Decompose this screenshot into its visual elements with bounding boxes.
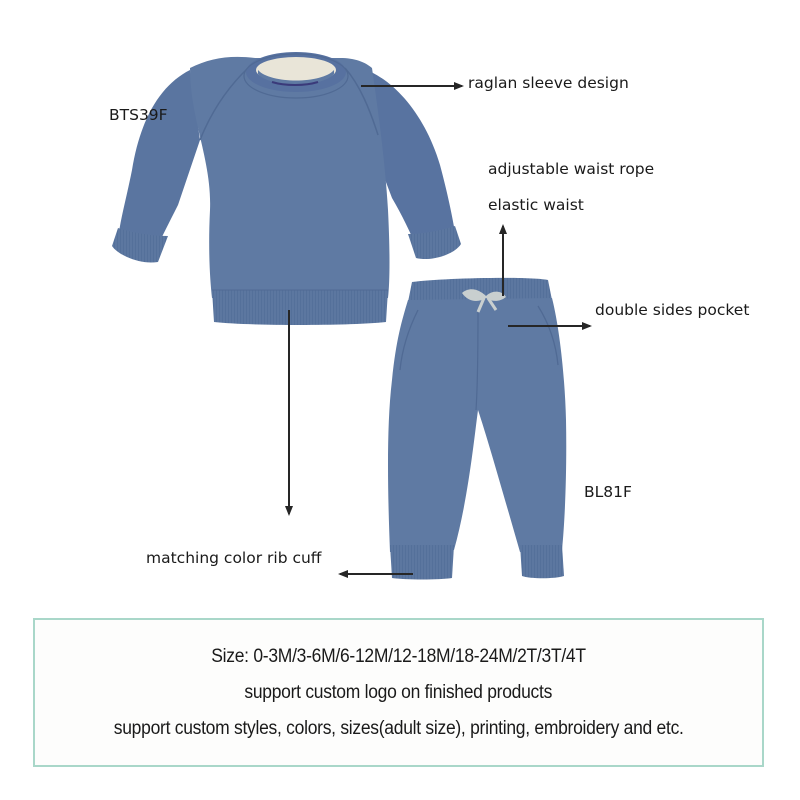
bottom-product-code: BL81F	[584, 483, 632, 501]
annotation-rib-cuff: matching color rib cuff	[146, 549, 322, 567]
annotation-pocket: double sides pocket	[595, 301, 750, 319]
customization-text: support custom styles, colors, sizes(adult size), printing, embroidery and etc.	[113, 717, 684, 739]
custom-logo-text: support custom logo on finished products	[244, 681, 553, 703]
sweatshirt-image	[112, 52, 461, 325]
product-info-box	[33, 618, 764, 767]
annotation-raglan: raglan sleeve design	[468, 74, 629, 92]
size-range-text: Size: 0-3M/3-6M/6-12M/12-18M/18-24M/2T/3T/4T	[211, 645, 586, 667]
pants-image	[388, 278, 566, 580]
top-product-code: BTS39F	[109, 106, 168, 124]
annotation-elastic-waist: elastic waist	[488, 196, 584, 214]
annotation-waist-rope: adjustable waist rope	[488, 160, 655, 178]
